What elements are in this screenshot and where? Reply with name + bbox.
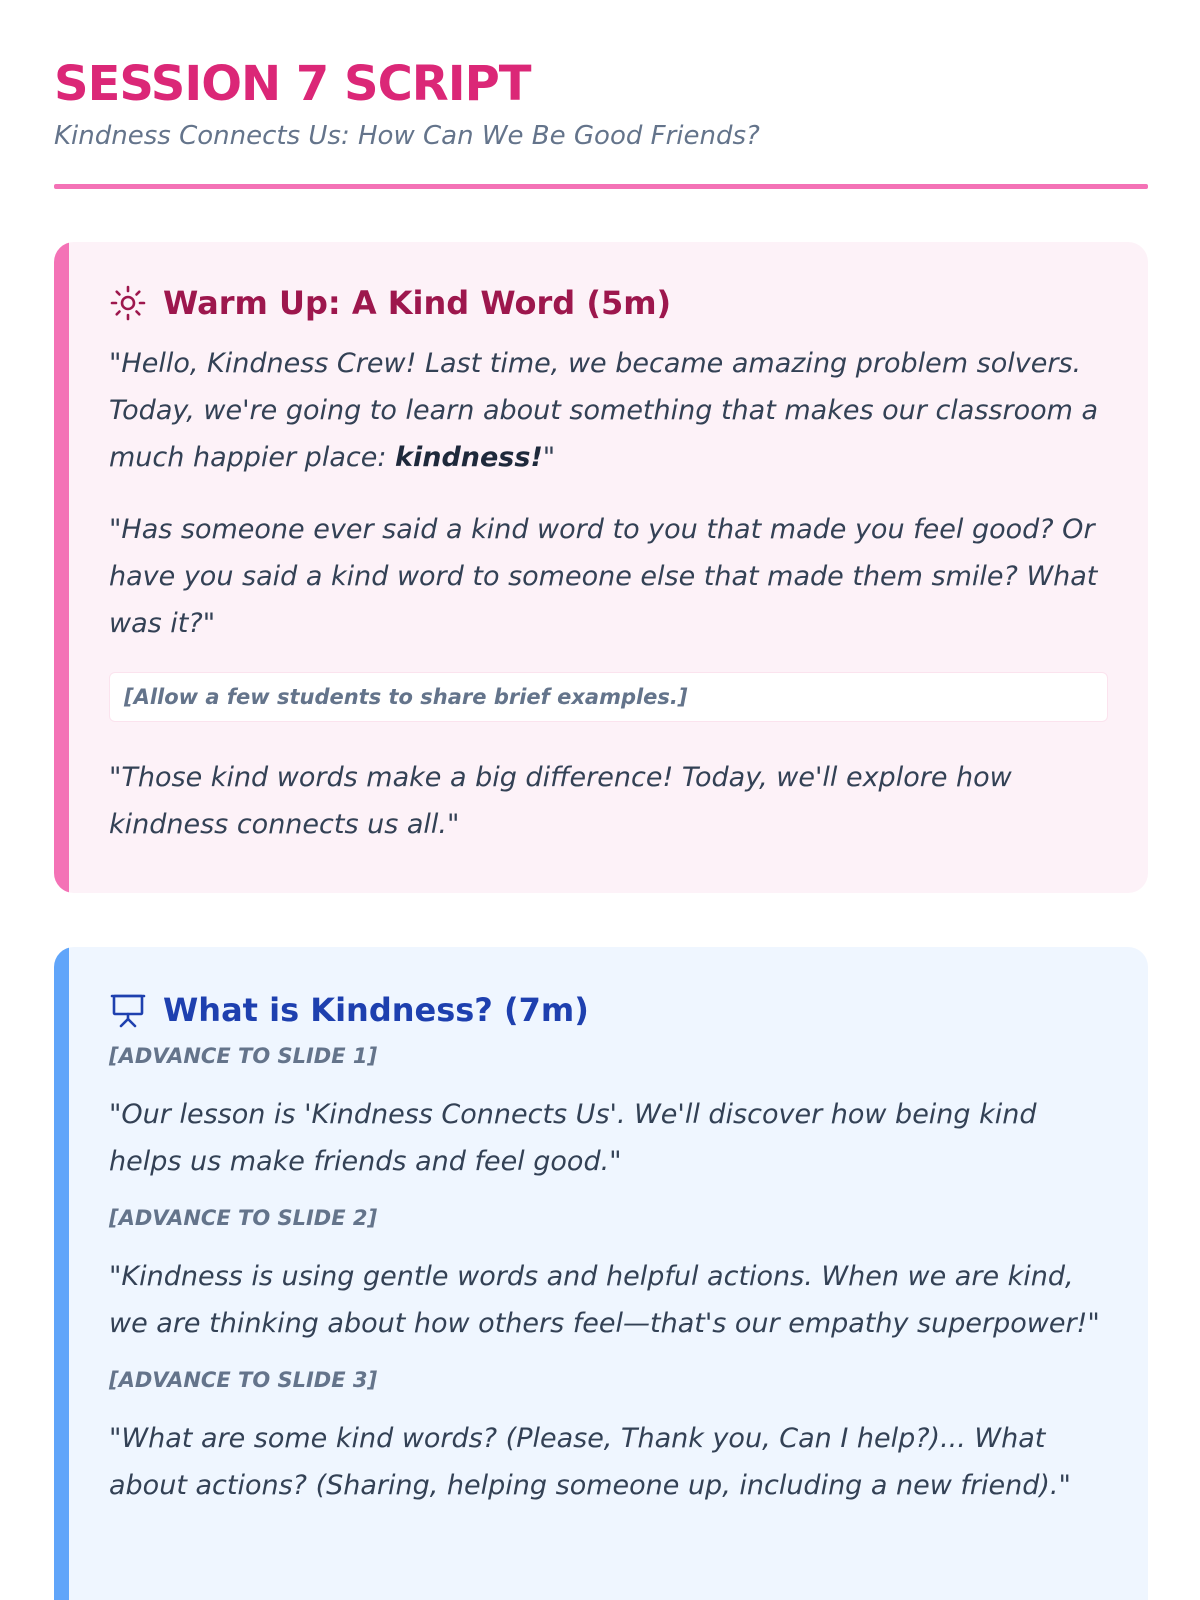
session-script-page <box>54 54 1148 1600</box>
warmup-heading <box>109 282 1108 324</box>
slide-cue-1: [ADVANCE TO SLIDE 1] <box>109 1044 378 1068</box>
warmup-line-1-bold: kindness! <box>395 442 543 473</box>
kindness-heading <box>109 989 1108 1031</box>
warmup-line-1-text: "Hello, Kindness Crew! Last time, we became amazing problem solvers. Today, we're going to learn about something that makes our classroom a much happier place: <box>109 348 1099 473</box>
kindness-title: What is Kindness? (7m) <box>163 991 589 1029</box>
presentation-icon <box>109 991 147 1029</box>
warmup-title: Warm Up: A Kind Word (5m) <box>163 284 672 322</box>
page-header <box>54 54 1148 189</box>
slide-cue-3: [ADVANCE TO SLIDE 3] <box>109 1368 378 1392</box>
kindness-script-line-1: "Our lesson is 'Kindness Connects Us'. We'll discover how being kind helps us make friends and feel good." <box>109 1099 1037 1177</box>
warmup-script-line-3: "Those kind words make a big difference! Today, we'll explore how kindness connects us all." <box>109 762 1012 840</box>
warmup-section <box>54 242 1148 893</box>
warmup-line-1-end: " <box>542 442 556 473</box>
teacher-note: [Allow a few students to share brief examples.] <box>109 672 1108 722</box>
page-subtitle: Kindness Connects Us: How Can We Be Good Friends? <box>54 121 760 151</box>
kindness-section <box>54 947 1148 1600</box>
kindness-script-line-2: "Kindness is using gentle words and helpful actions. When we are kind, we are thinking about how others feel—that's our empathy superpower!" <box>109 1261 1100 1339</box>
kindness-script-line-3: "What are some kind words? (Please, Thank you, Can I help?)... What about actions? (Sharing, helping someone up, including a new friend)." <box>109 1423 1071 1501</box>
sun-icon <box>109 284 147 322</box>
page-title: SESSION 7 SCRIPT <box>54 56 531 112</box>
slide-cue-2: [ADVANCE TO SLIDE 2] <box>109 1206 378 1230</box>
warmup-script-line-1 <box>109 340 1108 481</box>
header-divider <box>54 184 1148 189</box>
warmup-script-line-2: "Has someone ever said a kind word to you that made you feel good? Or have you said a kind word to someone else that made them smile? What was it?" <box>109 514 1098 639</box>
